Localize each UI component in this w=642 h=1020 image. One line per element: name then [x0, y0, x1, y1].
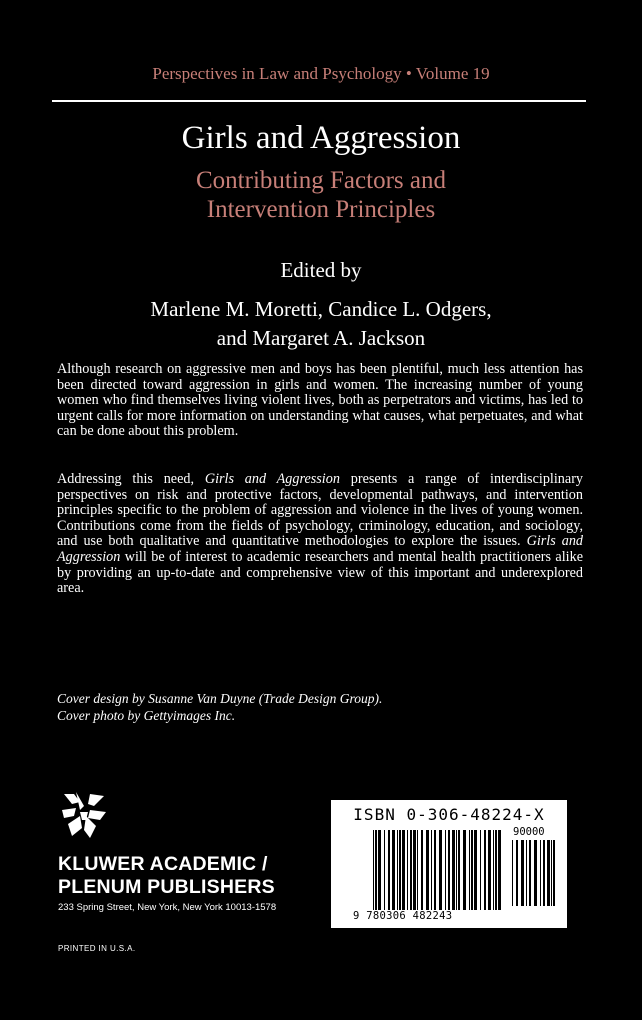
barcode-bar — [413, 830, 416, 910]
barcode-bar — [397, 830, 398, 910]
barcode-bar — [452, 830, 455, 910]
barcode-bar — [493, 830, 494, 910]
barcode-bar — [547, 840, 550, 906]
editors-line: and Margaret A. Jackson — [216, 326, 426, 350]
barcode-bar — [529, 840, 531, 906]
title-ref: Girls and Aggression — [204, 471, 340, 487]
barcode-bar — [534, 840, 537, 906]
subtitle-line: Contributing Factors and — [196, 167, 446, 194]
barcode-bar — [399, 830, 401, 910]
barcode-bar — [480, 830, 481, 910]
publisher-name — [58, 853, 275, 899]
barcode-bar — [543, 840, 545, 906]
barcode-bar — [526, 840, 527, 906]
title-ref: Girls and Aggression — [57, 533, 584, 565]
barcode-bar — [456, 830, 457, 910]
description-paragraph: Although research on aggressive men and boys has been plentiful, much less attention has been directed toward aggression in girls and women. The increasing number of young women who find themselves living violent lives, both as perpetrators and victims, has led to urgent calls for more information on understanding what causes, what perpetuates, and what can be done about this problem. — [57, 361, 583, 440]
subtitle-line: Intervention Principles — [206, 196, 436, 223]
barcode-bar — [426, 830, 429, 910]
book-subtitle — [0, 166, 642, 224]
barcode-bar — [488, 830, 491, 910]
barcode-bar — [495, 830, 497, 910]
barcode-bar — [469, 830, 470, 910]
text: will be of interest to academic researchers and mental health practitioners alike by providing an up-to-date and comprehensive view of this important and underexplored area. — [57, 548, 583, 597]
barcode-bar — [471, 830, 473, 910]
publisher-address: 233 Spring Street, New York, New York 10013-1578 — [58, 902, 277, 913]
barcode-bar — [392, 830, 395, 910]
barcode-bar — [498, 830, 501, 910]
barcode-bar — [512, 840, 513, 906]
ean-number: 9 780306 482243 — [353, 910, 453, 922]
addon-barcode — [512, 840, 556, 906]
barcode-bar — [421, 830, 423, 910]
divider — [52, 100, 586, 102]
barcode-bar — [553, 840, 555, 906]
barcode-bar — [378, 830, 381, 910]
barcode-bar — [384, 830, 385, 910]
barcode-bar — [445, 830, 446, 910]
barcode-bar — [388, 830, 390, 910]
barcode-bar — [448, 830, 450, 910]
book-title: Girls and Aggression — [181, 120, 461, 156]
barcode-bar — [516, 840, 518, 906]
isbn-number: ISBN 0-306-48224-X — [353, 805, 545, 824]
cover-credits — [57, 690, 382, 724]
ean-barcode — [373, 830, 505, 910]
printed-in: PRINTED IN U.S.A. — [58, 944, 136, 953]
barcode-bar — [417, 830, 418, 910]
barcode-bar — [458, 830, 460, 910]
editors-line: Marlene M. Moretti, Candice L. Odgers, — [150, 297, 492, 321]
text: presents a range of interdisciplinary perspectives on risk and protective factors, developmental pathways, and intervention principles specific to the problem of aggression and violence in the lives of young women. Contributions come from the fields of psychology, criminology, education, and sociology, and use both qualitative and quantitative methodologies to explore the issues. — [57, 471, 584, 550]
publisher-line: PLENUM PUBLISHERS — [58, 876, 275, 898]
barcode-bar — [373, 830, 374, 910]
isbn-barcode-box — [331, 800, 567, 928]
barcode-bar — [407, 830, 408, 910]
barcode-bar — [410, 830, 412, 910]
barcode-bar — [439, 830, 442, 910]
credit-line: Cover design by Susanne Van Duyne (Trade Design Group). — [57, 691, 383, 706]
publisher-logo-icon — [60, 792, 108, 840]
publisher-line: KLUWER ACADEMIC / — [58, 853, 268, 875]
barcode-bar — [474, 830, 477, 910]
barcode-bar — [402, 830, 405, 910]
series-line: Perspectives in Law and Psychology • Volume 19 — [152, 64, 490, 83]
barcode-bar — [484, 830, 486, 910]
edited-by: Edited by — [280, 258, 362, 282]
credit-line: Cover photo by Gettyimages Inc. — [57, 708, 236, 723]
description-paragraph — [57, 472, 583, 597]
barcode-bar — [375, 830, 377, 910]
barcode-bar — [431, 830, 432, 910]
barcode-bar — [540, 840, 541, 906]
text: Addressing this need, — [57, 471, 205, 487]
editors — [0, 295, 642, 353]
barcode-bar — [434, 830, 436, 910]
barcode-bar — [463, 830, 466, 910]
barcode-bar — [551, 840, 552, 906]
price-addon-number: 90000 — [513, 826, 545, 838]
barcode-bar — [521, 840, 524, 906]
